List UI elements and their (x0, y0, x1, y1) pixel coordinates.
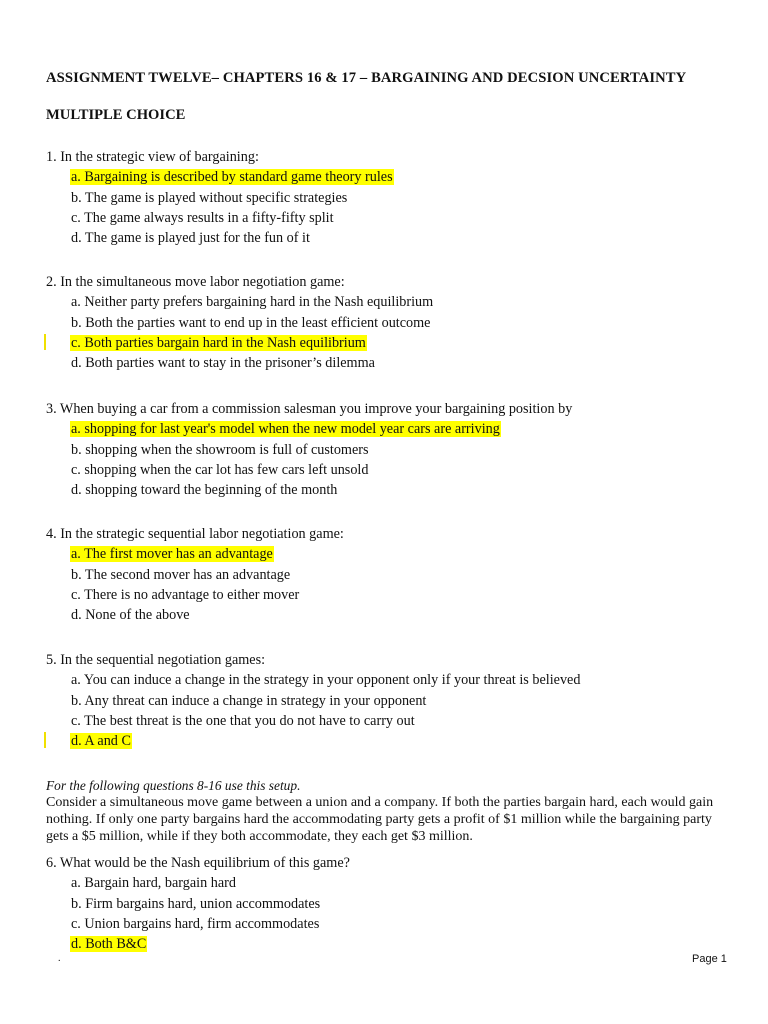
question-stem: 3. When buying a car from a commission salesman you improve your bargaining position by (46, 401, 573, 417)
option-text: b. shopping when the showroom is full of customers (71, 441, 369, 458)
question-stem: 1. In the strategic view of bargaining: (46, 149, 259, 165)
option-text: a. Neither party prefers bargaining hard in the Nash equilibrium (71, 294, 434, 311)
option-text: c. shopping when the car lot has few cars left unsold (71, 461, 369, 478)
question-5 (46, 650, 581, 751)
option-c (70, 585, 344, 605)
footer-mark: . (58, 953, 61, 964)
option-a (70, 873, 350, 893)
option-text-highlighted: a. Bargaining is described by standard game theory rules (71, 169, 393, 186)
revision-mark (44, 334, 46, 350)
question-stem: 6. What would be the Nash equilibrium of this game? (46, 855, 350, 871)
option-b (70, 565, 344, 585)
option-text-highlighted: d. Both B&C (71, 936, 147, 953)
option-d (70, 731, 581, 751)
option-b (70, 188, 394, 208)
option-b (70, 691, 581, 711)
option-text: c. The best threat is the one that you do not have to carry out (71, 712, 415, 729)
question-4 (46, 524, 344, 625)
option-text-highlighted: d. A and C (71, 733, 131, 750)
option-text-highlighted: a. The first mover has an advantage (71, 546, 273, 563)
option-text: b. The second mover has an advantage (71, 566, 291, 583)
option-text: b. Any threat can induce a change in strategy in your opponent (71, 692, 427, 709)
option-text-highlighted: a. shopping for last year's model when the new model year cars are arriving (71, 421, 500, 438)
revision-mark (44, 732, 46, 748)
assignment-title: ASSIGNMENT TWELVE– CHAPTERS 16 & 17 – BARGAINING AND DECSION UNCERTAINTY (46, 70, 687, 86)
option-text: a. You can induce a change in the strategy in your opponent only if your threat is believed (71, 672, 581, 689)
option-a (70, 419, 572, 439)
setup-note: For the following questions 8-16 use this setup. (46, 778, 301, 793)
option-text: d. The game is played just for the fun of it (71, 230, 310, 247)
option-text: d. None of the above (71, 607, 190, 624)
option-text: a. Bargain hard, bargain hard (71, 875, 236, 892)
question-stem: 4. In the strategic sequential labor negotiation game: (46, 526, 344, 542)
option-text: d. shopping toward the beginning of the month (71, 482, 338, 499)
question-stem: 5. In the sequential negotiation games: (46, 652, 266, 668)
question-6 (46, 853, 350, 954)
question-2 (46, 272, 434, 373)
option-text: b. Firm bargains hard, union accommodates (71, 895, 321, 912)
option-text: c. Union bargains hard, firm accommodates (71, 915, 320, 932)
option-c (70, 711, 581, 731)
question-stem: 2. In the simultaneous move labor negotiation game: (46, 274, 345, 290)
option-c (70, 333, 434, 353)
option-a (70, 292, 434, 312)
option-a (70, 167, 394, 187)
option-a (70, 670, 581, 690)
page-number: Page 1 (692, 953, 727, 965)
option-text: b. Both the parties want to end up in the least efficient outcome (71, 314, 431, 331)
option-c (70, 460, 572, 480)
question-3 (46, 399, 572, 500)
option-b (70, 440, 572, 460)
option-d (70, 480, 572, 500)
setup-paragraph: Consider a simultaneous move game between a union and a company. If both the parties bargain hard, each would gain nothing. If only one party bargains hard the accommodating party gets a profit of $1 million while the bargaining party gets a $5 million, while if they both accommodate, they each get $3 million. (46, 795, 714, 844)
option-text: d. Both parties want to stay in the prisoner’s dilemma (71, 355, 375, 372)
option-d (70, 228, 394, 248)
option-d (70, 605, 344, 625)
option-d (70, 353, 434, 373)
option-a (70, 544, 344, 564)
option-c (70, 914, 350, 934)
option-text: c. There is no advantage to either mover (71, 586, 300, 603)
option-b (70, 313, 434, 333)
option-d (70, 934, 350, 954)
option-text: c. The game always results in a fifty-fifty split (71, 209, 334, 226)
option-b (70, 894, 350, 914)
question-1 (46, 147, 394, 248)
option-text: b. The game is played without specific strategies (71, 189, 348, 206)
option-text-highlighted: c. Both parties bargain hard in the Nash equilibrium (71, 334, 366, 351)
section-heading: MULTIPLE CHOICE (46, 107, 186, 123)
option-c (70, 208, 394, 228)
